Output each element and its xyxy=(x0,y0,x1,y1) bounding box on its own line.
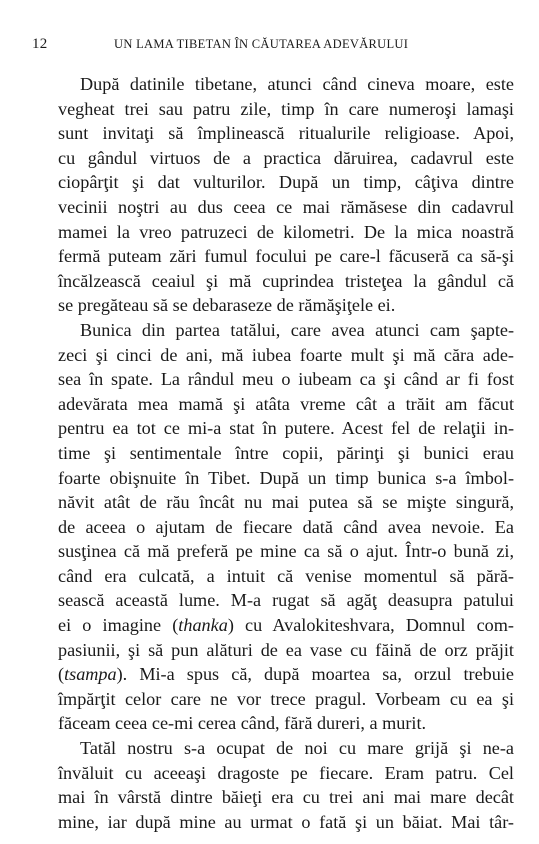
text-line: time şi sentimentale între copii, părinţi şi bunici erau xyxy=(58,442,514,463)
text-line: făceam ceea ce-mi cerea când, fără dureri, a murit. xyxy=(58,713,427,734)
paragraph-1 xyxy=(36,72,514,318)
text-line: năvit atât de rău încât nu mai putea să se mişte singură, xyxy=(58,492,514,513)
text-line: ciopârţit şi dat vulturilor. După un timp, câţiva dintre xyxy=(58,172,514,193)
text-line: sească această lume. M-a rugat să agăţ deasupra patului xyxy=(58,590,514,611)
text-line: mai în vârstă dintre băieţi era cu trei ani mai mare decât xyxy=(58,787,514,808)
text-line: zeci şi cinci de ani, mă iubea foarte mult şi mă căra ade- xyxy=(58,344,514,365)
paragraph-3 xyxy=(36,736,514,834)
text-line: fermă puteam zări fumul focului pe care-l făcuseră ca să-şi xyxy=(58,246,514,267)
text-line: încălzească ceaiul şi mă cuprindea tristeţea la gândul că xyxy=(58,270,514,291)
text-line: După datinile tibetane, atunci când cineva moare, este xyxy=(80,74,514,94)
text-line: învăluit cu aceeaşi dragoste pe fiecare. Eram patru. Cel xyxy=(58,762,514,783)
text-line: cu gândul virtuos de a practica dăruirea, cadavrul este xyxy=(58,147,514,168)
text-line: adevărata mea mamă şi atâta vreme cât a trăit am făcut xyxy=(58,393,514,414)
text-line: sunt invitaţi să împlinească ritualurile religioase. Apoi, xyxy=(58,123,514,144)
text-line: foarte obişnuite în Tibet. După un timp bunica s-a îmbol- xyxy=(58,467,514,488)
text-line: ei o imagine (thanka) cu Avalokiteshvara, Domnul com- xyxy=(58,615,514,636)
text-line: (tsampa). Mi-a spus că, după moartea sa, orzul trebuie xyxy=(58,664,514,685)
body-text xyxy=(36,72,514,834)
text-line: Tatăl nostru s-a ocupat de noi cu mare grijă şi ne-a xyxy=(80,738,514,759)
text-line: Bunica din partea tatălui, care avea atunci cam şapte- xyxy=(80,319,514,340)
text-line: împărţit celor care ne vor trece pragul. Vorbeam cu ea şi xyxy=(58,688,514,709)
text-line: vegheat trei sau patru zile, timp în care numeroşi lamaşi xyxy=(58,98,514,119)
text-line: pasiunii, şi să pun alături de ea vase cu făină de orz prăjit xyxy=(58,639,514,660)
paragraph-2 xyxy=(36,318,514,736)
text-line: când era culcată, a intuit că venise momentul să pără- xyxy=(58,565,514,586)
text-line: mine, iar după mine au urmat o fată şi un băiat. Mai târ- xyxy=(58,811,514,832)
text-line: de aceea o ajutam de fiecare dată când avea nevoie. Ea xyxy=(58,516,514,537)
page-number: 12 xyxy=(32,36,48,52)
text-line: susţinea că mă preferă pe mine ca să o ajut. Într-o bună zi, xyxy=(58,541,514,562)
text-line: vecinii noştri au dus ceea ce mai rămăsese din cadavrul xyxy=(58,196,514,217)
text-line: sea în spate. La rândul meu o iubeam ca şi când ar fi fost xyxy=(58,369,514,390)
text-line: pentru ea tot ce mi-a stat în putere. Acest fel de relaţii in- xyxy=(58,418,514,439)
text-line: se pregăteau să se debaraseze de rămăşiţele ei. xyxy=(58,295,396,316)
running-title: UN LAMA TIBETAN ÎN CĂUTAREA ADEVĂRULUI xyxy=(114,37,409,51)
text-line: mamei la vreo patruzeci de kilometri. De la mica noastră xyxy=(58,221,514,242)
italic-term: tsampa xyxy=(64,664,117,685)
page-header xyxy=(32,36,503,58)
italic-term: thanka xyxy=(178,615,228,636)
